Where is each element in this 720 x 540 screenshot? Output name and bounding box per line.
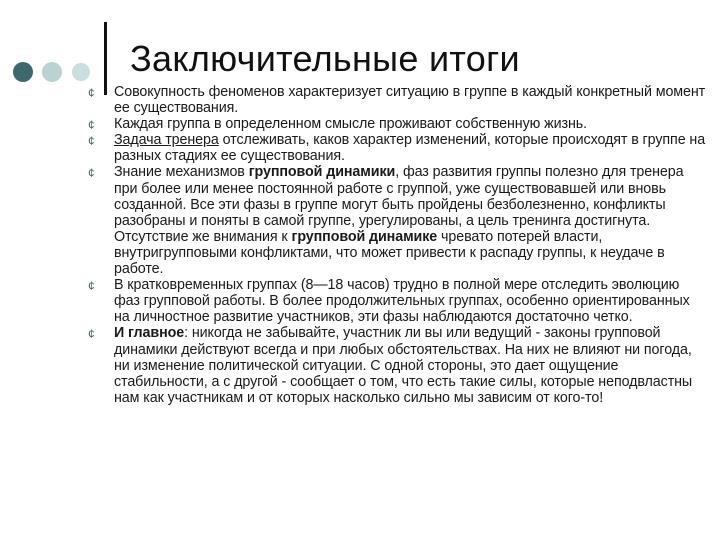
bullet-list [88, 84, 708, 406]
bullet-text: В кратковременных группах (8—18 часов) трудно в полной мере отследить эволюцию фаз групповой работы. В более продолжительных группах, особенно ориентированных на личностное развитие участников, эти фазы наблюдаются достаточно четко. [114, 277, 690, 326]
ring-bullet-icon: ¢ [88, 166, 95, 181]
ring-bullet-icon: ¢ [88, 134, 95, 149]
slide-title: Заключительные итоги [130, 38, 520, 80]
bullet-item [88, 277, 708, 325]
decor-dot-pale-icon [72, 63, 90, 81]
decor-dot-light-icon [42, 62, 62, 82]
bullet-item [88, 116, 708, 132]
bullet-text: чревато потерей власти, внутригрупповыми конфликтами, что может привести к распаду группы, к неудаче в работе. [114, 228, 665, 278]
ring-bullet-icon: ¢ [88, 279, 95, 294]
ring-bullet-icon: ¢ [88, 327, 95, 342]
bullet-bold-text: И главное [114, 325, 185, 342]
bullet-text: Совокупность феноменов характеризует ситуацию в группе в каждый конкретный момент ее существования. [114, 84, 706, 117]
bullet-text: Каждая группа в определенном смысле проживают собственную жизнь. [114, 116, 587, 133]
ring-bullet-icon: ¢ [88, 118, 95, 133]
bullet-bold-text: групповой динамике [291, 228, 438, 245]
bullet-item [88, 325, 708, 405]
bullet-item [88, 132, 708, 164]
bullet-item [88, 164, 708, 277]
bullet-bold-text: групповой динамики [248, 164, 396, 181]
bullet-text: отслеживать, каков характер изменений, которые происходят в группе на разных стадиях ее существования. [114, 132, 706, 165]
bullet-underlined-text: Задача тренера [114, 132, 219, 149]
decor-dot-dark-icon [13, 62, 33, 82]
bullet-text: Знание механизмов [114, 164, 249, 181]
ring-bullet-icon: ¢ [88, 86, 95, 100]
bullet-text: , фаз развития группы полезно для тренера при более или менее постоянной работе с группой, уже существовавшей или вновь созданной. Все эти фазы в группе могут быть пройдены безболезненно, конфликты разобраны и поняты в самой группе, урегулированы, а цель тренинга достигнута. Отсутствие же внимания к [114, 164, 684, 245]
bullet-text: : никогда не забывайте, участник ли вы или ведущий - законы групповой динамики действуют всегда и при любых обстоятельствах. На них не влияют ни погода, ни изменение политической ситуации. С одной стороны, это дает ощущение стабильности, а с другой - сообщает о том, что есть такие силы, которые неподвластны нам как участникам и от которых насколько сильно мы зависим от кого-то! [114, 325, 693, 406]
bullet-item [88, 84, 708, 116]
